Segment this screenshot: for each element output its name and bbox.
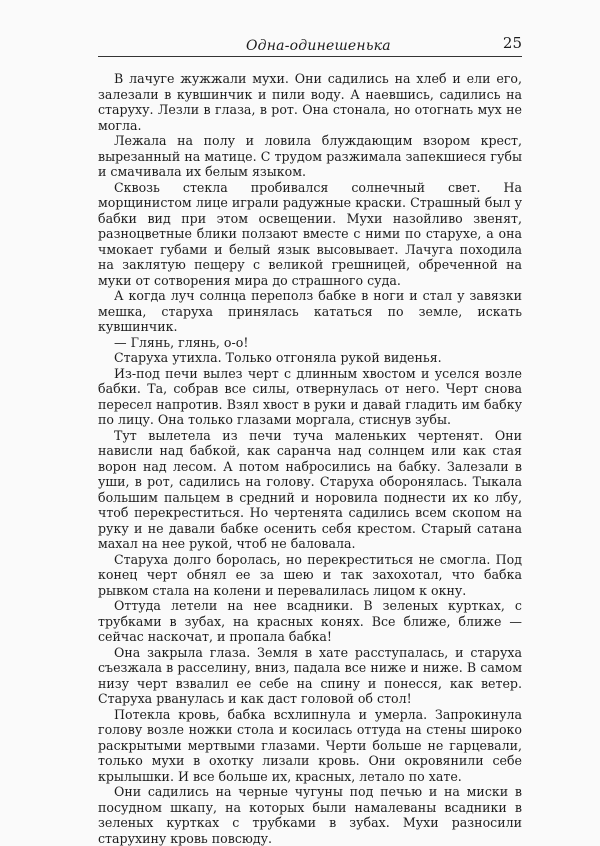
paragraph: В лачуге жужжали мухи. Они садились на хлеб и ели его, залезали в кувшинчик и пили воду. А наевшись, садились на старуху. Лезли в глаза, в рот. Она стонала, но отогнать мух не могла. — [98, 71, 522, 133]
paragraph: — Глянь, глянь, о-о! — [114, 334, 249, 350]
running-title: Одна-одинешенька — [246, 38, 391, 54]
paragraph: Потекла кровь, бабка всхлипнула и умерла. Запрокинула голову возле ножки стола и косилась оттуда на стены широко раскрытыми мертвыми глазами. Черти больше не гарцевали, только мухи в охотку лизали кровь. Они окровянили себе крылышки. И все больше их, красных, летало по хате. — [98, 706, 522, 784]
body-text — [98, 71, 522, 846]
paragraph: Они садились на черные чугуны под печью и на миски в посудном шкапу, на которых были намалеваны всадники в зеленых куртках с трубками в зубах. Мухи разносили старухину кровь повсюду. — [98, 784, 522, 846]
paragraph: Сквозь стекла пробивался солнечный свет. На морщинистом лице играли радужные краски. Страшный был у бабки вид при этом освещении. Мухи назойливо звенят, разноцветные блики ползают вместе с ними по старухе, а она чмокает губами и белый язык высовывает. Лачуга походила на заклятую пещеру с великой грешницей, обреченной на муки от сотворения мира до страшного суда. — [98, 179, 522, 288]
paragraph: Она закрыла глаза. Земля в хате расступалась, и старуха съезжала в расселину, вниз, падала все ниже и ниже. В самом низу черт взвалил ее себе на спину и понесся, как ветер. Старуха рванулась и как даст головой об стол! — [98, 644, 522, 706]
paragraph: Из-под печи вылез черт с длинным хвостом и уселся возле бабки. Та, собрав все силы, отвернулась от него. Черт снова пересел напротив. Взял хвост в руки и давай гладить им бабку по лицу. Она только глазами моргала, стиснув зубы. — [98, 365, 522, 427]
page-number: 25 — [502, 34, 522, 52]
page-header — [98, 34, 522, 57]
paragraph: Старуха долго боролась, но перекреститься не смогла. Под конец черт обнял ее за шею и так захохотал, что бабка рывком стала на колени и перевалилась лицом к окну. — [98, 551, 522, 598]
paragraph: Лежала на полу и ловила блуждающим взором крест, вырезанный на матице. С трудом разжимала запекшиеся губы и смачивала их белым языком. — [98, 133, 522, 179]
paragraph: Тут вылетела из печи туча маленьких чертенят. Они нависли над бабкой, как саранча над солнцем или как стая ворон над лесом. А потом набросились на бабку. Залезали в уши, в рот, садились на голову. Старуха оборонялась. Тыкала большим пальцем в средний и норовила поднести их ко лбу, чтоб перекреститься. Но чертенята садились всем скопом на руку и не давали бабке осенить себя крестом. Старый сатана махал на нее рукой, чтоб не баловала. — [98, 427, 522, 551]
paragraph: Старуха утихла. Только отгоняла рукой виденья. — [114, 350, 442, 365]
paragraph: Оттуда летели на нее всадники. В зеленых куртках, с трубками в зубах, на красных конях. Все ближе, ближе — сейчас наскочат, и пропала бабка! — [98, 598, 522, 644]
paragraph: А когда луч солнца переполз бабке в ноги и стал у завязки мешка, старуха принялась кататься по земле, искать кувшинчик. — [98, 288, 522, 334]
